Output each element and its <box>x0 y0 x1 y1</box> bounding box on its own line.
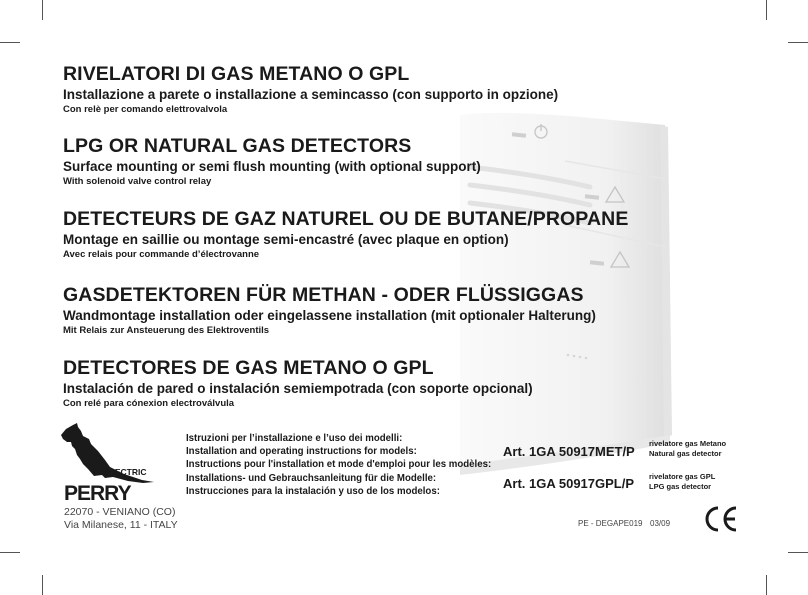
title-block-french <box>63 208 628 261</box>
note: Con relè per comando elettrovalvola <box>63 104 228 115</box>
title-block-italian <box>63 63 558 116</box>
address-line-1: 22070 - VENIANO (CO) <box>64 506 176 518</box>
crop-mark <box>42 0 43 20</box>
title-block-spanish <box>63 357 533 410</box>
subheading: Installazione a parete o installazione a semincasso (con supporto in opzione) <box>63 87 559 102</box>
logo-brand: PERRY <box>64 482 131 504</box>
article-desc-line: rivelatore gas Metano <box>649 439 727 448</box>
note: With solenoid valve control relay <box>63 176 212 187</box>
perry-electric-logo <box>58 422 158 504</box>
heading: DETECTORES DE GAS METANO O GPL <box>63 357 434 379</box>
note: Avec relais pour commande d’électrovanne <box>63 249 260 260</box>
subheading: Surface mounting or semi flush mounting (with optional support) <box>63 159 481 174</box>
article-desc-line: Natural gas detector <box>649 448 722 458</box>
article-code-methane: Art. 1GA 50917MET/P <box>503 444 635 459</box>
crop-mark <box>788 552 808 553</box>
title-block-english <box>63 135 481 188</box>
crop-mark <box>0 42 20 43</box>
instruction-line: Installation and operating instructions for models: <box>186 445 417 458</box>
document-date: 03/09 <box>650 519 671 528</box>
ce-mark-text: CE <box>702 506 704 507</box>
note: Mit Relais zur Ansteuerung des Elektroventils <box>63 325 270 336</box>
article-desc-lpg <box>649 472 715 491</box>
instruction-line: Istruzioni per l’installazione e l’uso dei modelli: <box>186 432 403 444</box>
heading: GASDETEKTOREN FÜR METHAN - ODER FLÜSSIGGAS <box>63 284 584 306</box>
logo-tagline: ELECTRIC <box>104 467 147 477</box>
article-code-lpg: Art. 1GA 50917GPL/P <box>503 476 635 491</box>
instruction-line: Instrucciones para la instalación y uso de los modelos: <box>186 484 440 497</box>
address-line-2: Via Milanese, 11 - ITALY <box>64 519 178 531</box>
crop-mark <box>42 575 43 595</box>
instruction-line: Instructions pour l'installation et mode d'emploi pour les modèles: <box>186 458 492 471</box>
crop-mark <box>766 575 767 595</box>
instructions-list <box>186 432 518 498</box>
title-block-german <box>63 284 596 337</box>
crop-mark <box>788 42 808 43</box>
subheading: Montage en saillie ou montage semi-encastré (avec plaque en option) <box>63 232 509 247</box>
document-code: PE - DEGAPE019 <box>578 519 643 528</box>
heading: DETECTEURS DE GAZ NATUREL OU DE BUTANE/PROPANE <box>63 208 629 230</box>
article-desc-line: LPG gas detector <box>649 481 712 491</box>
subheading: Instalación de pared o instalación semiempotrada (con soporte opcional) <box>63 381 533 396</box>
crop-mark <box>0 552 20 553</box>
instruction-line: Installations- und Gebrauchsanleitung für die Modelle: <box>186 471 437 484</box>
heading: RIVELATORI DI GAS METANO O GPL <box>63 63 410 85</box>
ce-mark-icon <box>702 506 740 532</box>
article-desc-line: rivelatore gas GPL <box>649 472 716 481</box>
crop-mark <box>766 0 767 20</box>
note: Con relé para cónexion electroválvula <box>63 398 235 409</box>
article-desc-methane <box>649 439 726 458</box>
subheading: Wandmontage installation oder eingelassene installation (mit optionaler Halterung) <box>63 308 596 323</box>
heading: LPG OR NATURAL GAS DETECTORS <box>63 135 412 157</box>
